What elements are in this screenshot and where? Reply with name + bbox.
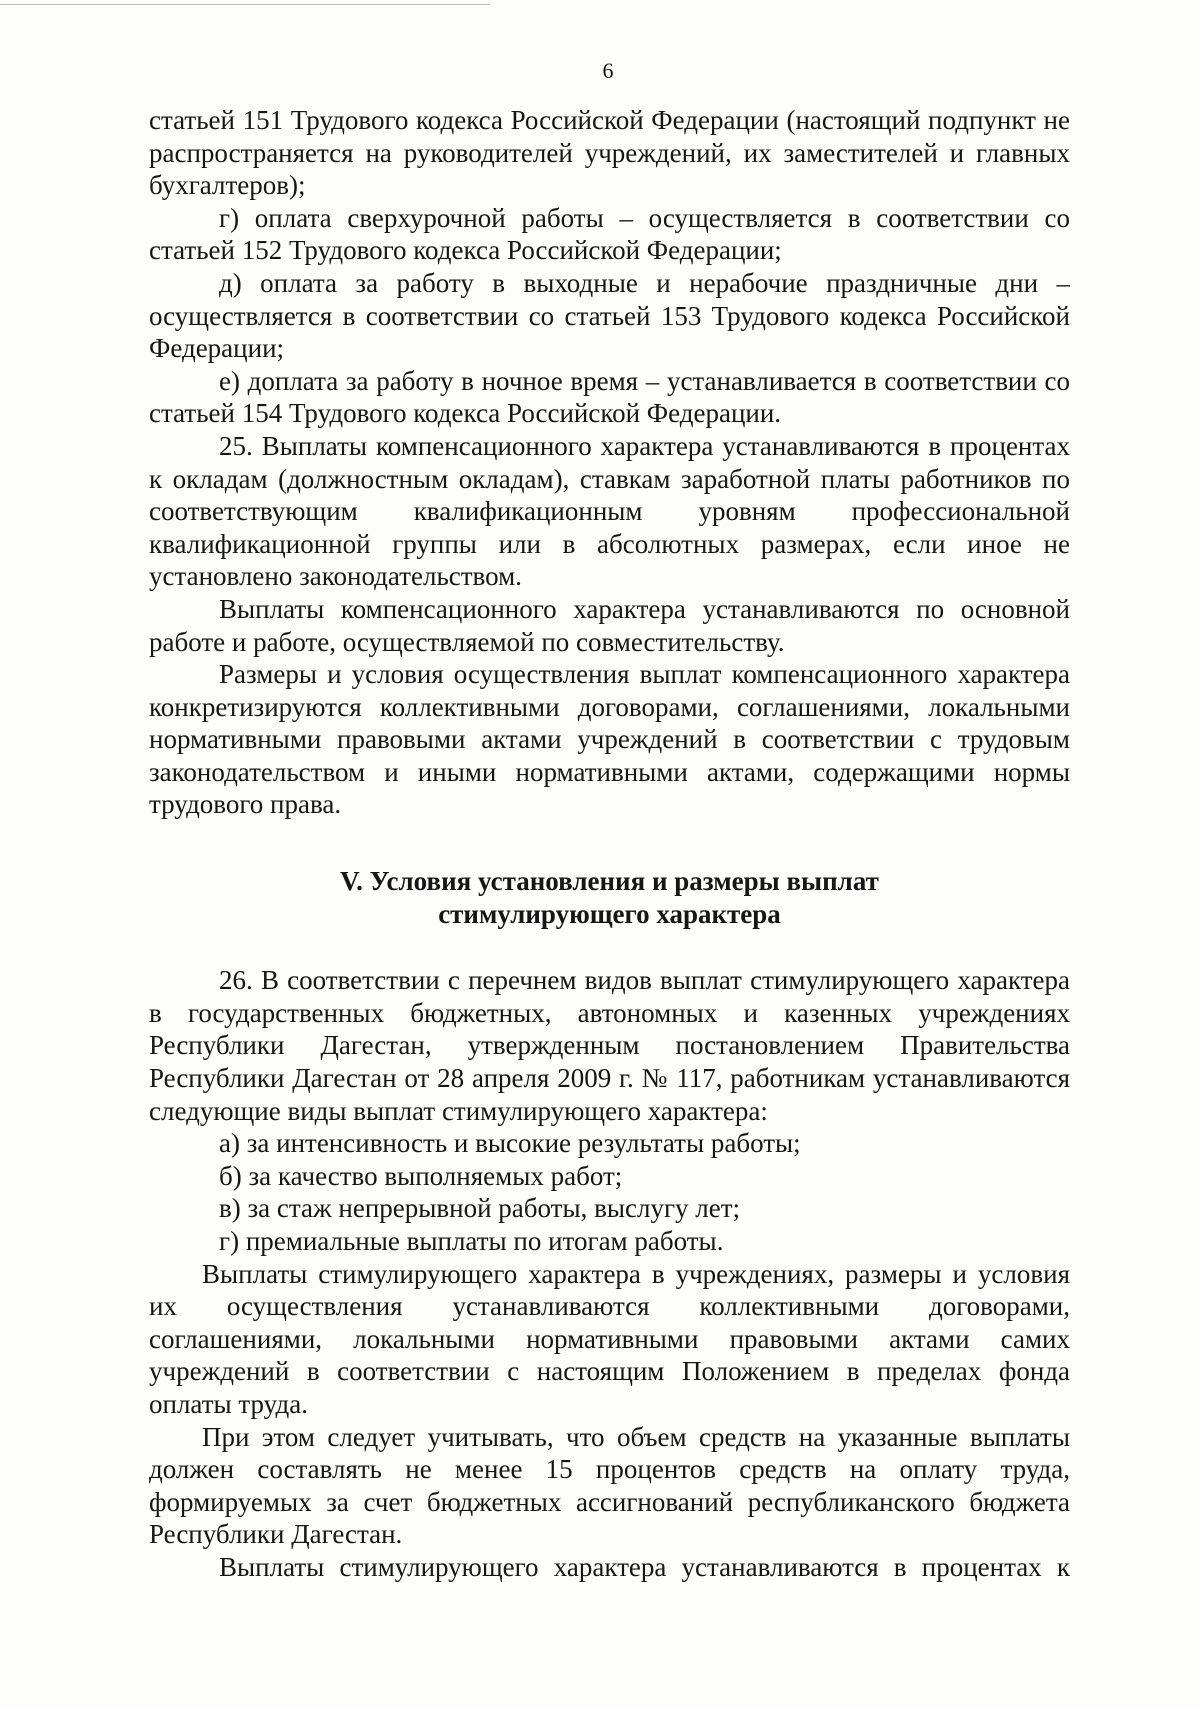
section-heading-line-1: V. Условия установления и размеры выплат (340, 866, 879, 897)
paragraph: Размеры и условия осуществления выплат компенсационного характера конкретизируются коллективными договорами, соглашениями, локальными нормативными правовыми актами учреждений в соответствии с трудовым законодательством и иными нормативными актами, содержащими нормы трудового права. (149, 659, 1070, 820)
section-heading (149, 865, 1070, 930)
section-heading-line-2: стимулирующего характера (438, 898, 781, 929)
page-number: 6 (602, 58, 614, 83)
paragraph: 26. В соответствии с перечнем видов выплат стимулирующего характера в государственных бюджетных, автономных и казенных учреждениях Республики Дагестан, утвержденным постановлением Правительства Республики Дагестан от 28 апреля 2009 г. № 117, работникам устанавливаются следующие виды выплат стимулирующего характера: (149, 965, 1070, 1126)
paragraph: Выплаты компенсационного характера устанавливаются по основной работе и работе, осуществляемой по совместительству. (149, 593, 1070, 657)
paragraph: д) оплата за работу в выходные и нерабочие праздничные дни – осуществляется в соответствии со статьей 153 Трудового кодекса Российской Федерации; (149, 267, 1070, 364)
paragraph: в) за стаж непрерывной работы, выслугу лет; (219, 1193, 741, 1224)
paragraph: г) премиальные выплаты по итогам работы. (219, 1226, 724, 1256)
document-body (149, 104, 1070, 1584)
paragraph: Выплаты стимулирующего характера устанавливаются в процентах к (219, 1551, 1070, 1582)
paragraphs-after-heading (149, 964, 1070, 1583)
paragraph: б) за качество выполняемых работ; (219, 1160, 623, 1191)
paragraph: а) за интенсивность и высокие результаты работы; (219, 1128, 801, 1159)
paragraph: Выплаты стимулирующего характера в учреждениях, размеры и условия их осуществления устанавливаются коллективными договорами, соглашениями, локальными нормативными правовыми актами самих учреждений в соответствии с настоящим Положением в пределах фонда оплаты труда. (149, 1258, 1070, 1419)
paragraphs-before-heading (149, 104, 1070, 821)
paragraph: г) оплата сверхурочной работы – осуществляется в соответствии со статьей 152 Трудового кодекса Российской Федерации; (149, 202, 1070, 266)
paragraph: При этом следует учитывать, что объем средств на указанные выплаты должен составлять не менее 15 процентов средств на оплату труда, формируемых за счет бюджетных ассигнований республиканского бюджета Республики Дагестан. (149, 1421, 1070, 1550)
paragraph: е) доплата за работу в ночное время – устанавливается в соответствии со статьей 154 Трудового кодекса Российской Федерации. (149, 365, 1070, 429)
scan-edge-line (0, 4, 490, 5)
paragraph: 25. Выплаты компенсационного характера устанавливаются в процентах к окладам (должностным окладам), ставкам заработной платы работников по соответствующим квалификационным уровням профессиональной квалификационной группы или в абсолютных размерах, если иное не установлено законодательством. (149, 430, 1070, 592)
paragraph: статьей 151 Трудового кодекса Российской Федерации (настоящий подпункт не распространяется на руководителей учреждений, их заместителей и главных бухгалтеров); (149, 105, 1070, 201)
